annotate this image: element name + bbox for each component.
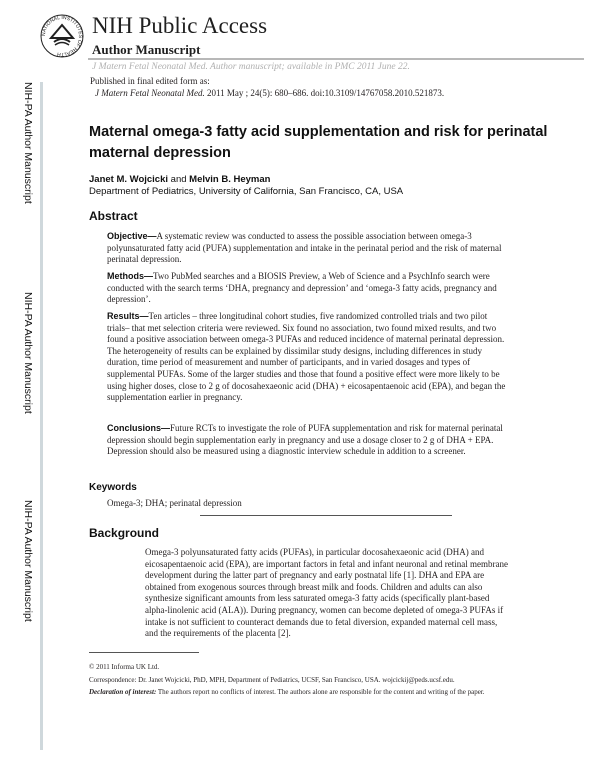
manuscript-availability-line: J Matern Fetal Neonatal Med. Author manuscript; available in PMC 2011 June 22.: [92, 62, 410, 72]
correspondence-note: Correspondence: Dr. Janet Wojcicki, PhD, MPH, Department of Pediatrics, UCSF, San Francisco, USA. wojcickij@peds.ucsf.edu.: [89, 676, 455, 684]
author-manuscript-label: Author Manuscript: [92, 42, 201, 57]
nih-seal-logo: [40, 14, 84, 58]
author-list: [89, 174, 270, 185]
side-label-top: NIH-PA Author Manuscript: [22, 82, 34, 204]
author-conjunction: and: [168, 174, 190, 185]
left-margin-rule: [40, 82, 43, 750]
results-label: Results—: [107, 311, 149, 321]
conclusions-text: Future RCTs to investigate the role of PUFA supplementation and risk for maternal perinatal depression should begin supplementation early in pregnancy and use a dosage closer to 2 g of DHA + EPA. Depression should also be measured using a diagnostic interview schedule in addition to a screener.: [107, 423, 503, 457]
side-label-middle: NIH-PA Author Manuscript: [22, 292, 34, 414]
methods-label: Methods—: [107, 271, 153, 281]
background-paragraph: Omega-3 polyunsaturated fatty acids (PUFAs), in particular docosahexaeonic acid (DHA) and eicosapentaenoic acid (EPA), are important factors in fetal and infant neuronal and retinal membrane development during the latter part of pregnancy and early postnatal life [1]. DHA and EPA are obtained from exogenous sources through breast milk and foods. Children and adults can also synthesize significant amounts from less saturated omega-3 fatty acids (specifically plant-based alpha-linolenic acid (ALA)). During pregnancy, women can become depleted of omega-3 PUFAs if intake is not sufficient to counteract demands due to fetal diversion, expanded maternal cell mass, and the requirements of the placenta [2].: [145, 547, 509, 639]
published-label: Published in final edited form as:: [90, 76, 210, 86]
conclusions-label: Conclusions—: [107, 423, 171, 433]
seal-text: NATIONAL INSTITUTES OF HEALTH: [40, 14, 84, 58]
abstract-objective: [107, 231, 509, 266]
objective-text: A systematic review was conducted to assess the possible association between omega-3 polyunsaturated fatty acid (PUFA) supplementation and intake in the perinatal period and the risk of maternal perinatal depression.: [107, 231, 502, 265]
interest-label: Declaration of interest:: [89, 688, 157, 696]
article-title: Maternal omega-3 fatty acid supplementation and risk for perinatal maternal depression: [89, 124, 548, 161]
interest-declaration: [89, 688, 513, 697]
abstract-heading: Abstract: [89, 209, 138, 223]
citation: [95, 88, 444, 98]
author-affiliation: Department of Pediatrics, University of California, San Francisco, CA, USA: [89, 186, 404, 197]
keywords-divider: [200, 515, 452, 516]
abstract-results: [107, 311, 509, 404]
header-divider: [88, 58, 584, 60]
author-name: Melvin B. Heyman: [189, 174, 271, 185]
citation-journal: J Matern Fetal Neonatal Med.: [95, 88, 205, 98]
footnote-divider: [89, 652, 199, 653]
citation-details: 2011 May ; 24(5): 680–686. doi:10.3109/14767058.2010.521873.: [204, 88, 445, 98]
keywords-text: Omega-3; DHA; perinatal depression: [107, 498, 242, 508]
interest-text: The authors report no conflicts of interest. The authors alone are responsible for the content and writing of the paper.: [156, 688, 485, 696]
background-heading: Background: [89, 526, 160, 540]
keywords-heading: Keywords: [89, 482, 137, 493]
nih-public-access-title: NIH Public Access: [92, 13, 268, 38]
side-label-bottom: NIH-PA Author Manuscript: [22, 500, 34, 622]
abstract-conclusions: [107, 423, 509, 458]
objective-label: Objective—: [107, 231, 157, 241]
author-name: Janet M. Wojcicki: [89, 174, 169, 185]
abstract-methods: [107, 271, 509, 306]
methods-text: Two PubMed searches and a BIOSIS Preview, a Web of Science and a PsychInfo search were conducted with the search terms ‘DHA, pregnancy and depression’ and ‘omega-3 fatty acids, pregnancy and depression’.: [107, 271, 497, 305]
copyright-note: © 2011 Informa UK Ltd.: [89, 663, 160, 671]
results-text: Ten articles – three longitudinal cohort studies, five randomized controlled trials and two pilot trials– that met selection criteria were reviewed. Six found no association, two found mixed results, and two found a positive association between omega-3 PUFAs and reduced incidence of maternal perinatal depression. The heterogeneity of results can be explained by dissimilar study designs, including differences in study duration, time period of measurement and number of participants, and in varied dosages and types of supplemental PUFAs. Some of the larger studies and those that found a positive effect were more likely to be using higher doses, close to 2 g of docosahexaeonic acid (DHA) + eicosapentaenoic acid (EPA), and began the supplementation earlier in pregnancy.: [107, 311, 506, 403]
